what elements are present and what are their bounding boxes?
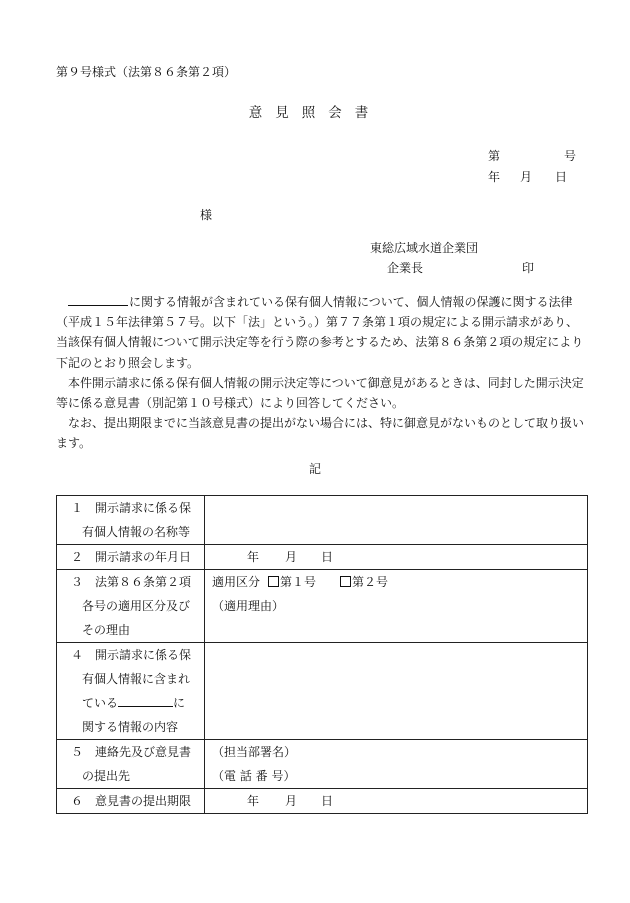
table-row <box>57 570 588 643</box>
document-title: 意見照会書 <box>248 105 382 121</box>
table-row <box>57 789 588 814</box>
inquiry-table <box>56 495 588 814</box>
checkbox-item-1[interactable] <box>268 576 279 587</box>
sender-org: 東総広域水道企業団 <box>370 241 479 255</box>
row-label: ６ 意見書の提出期限 <box>57 789 205 814</box>
paragraph-1: に関する情報が含まれている保有個人情報について、個人情報の保護に関する法律（平成１５年法律第５７号。以下「法」という。）第７７条第１項の規定による開示請求があり、当該保有個人情報について開示決定等を行う際の参考とするため、法第８６条第２項の規定により下記のとおり照会します。 <box>56 295 584 370</box>
checkbox-item-2[interactable] <box>340 576 351 587</box>
paragraph-3: なお、提出期限までに当該意見書の提出がない場合には、特に御意見がないものとして取り扱います。 <box>56 416 585 451</box>
row-label: ４ 開示請求に係る保 有個人情報に含まれ ている に 関する情報の内容 <box>57 643 205 740</box>
row-label: ３ 法第８６条第２項 各号の適用区分及び その理由 <box>57 570 205 643</box>
date-day: 日 <box>555 170 568 184</box>
row-value[interactable] <box>205 643 588 740</box>
category-value: 適用区分 第１号 第２号 （適用理由） <box>205 570 588 643</box>
sender-title: 企業長 <box>387 261 424 275</box>
table-row <box>57 643 588 740</box>
date-month: 月 <box>520 170 533 184</box>
row-value[interactable] <box>205 496 588 545</box>
paragraph-2: 本件開示請求に係る保有個人情報の開示決定等について御意見があるときは、同封した開示決定等に係る意見書（別記第１０号様式）により回答してください。 <box>56 375 584 411</box>
seal-mark: 印 <box>522 261 535 275</box>
document-number <box>488 150 576 162</box>
row-label: １ 開示請求に係る保 有個人情報の名称等 <box>57 496 205 545</box>
number-dai: 第 <box>488 149 501 163</box>
form-number: 第９号様式（法第８６条第２項） <box>56 65 237 79</box>
document-date <box>488 171 567 183</box>
table-row <box>57 545 588 570</box>
request-date-value[interactable]: 年 月 日 <box>205 545 588 570</box>
deadline-value[interactable]: 年 月 日 <box>205 789 588 814</box>
date-year: 年 <box>488 170 501 184</box>
blank-underline <box>68 293 128 306</box>
ki-heading: 記 <box>308 462 321 476</box>
row-label: ５ 連絡先及び意見書 の提出先 <box>57 740 205 789</box>
table-row <box>57 740 588 789</box>
contact-value[interactable]: （担当部署名） （電 話 番 号） <box>205 740 588 789</box>
row-label: ２ 開示請求の年月日 <box>57 545 205 570</box>
blank-underline <box>118 694 173 707</box>
addressee: 様 <box>200 208 213 222</box>
table-row <box>57 496 588 545</box>
number-go: 号 <box>564 149 577 163</box>
body-text <box>56 292 588 454</box>
